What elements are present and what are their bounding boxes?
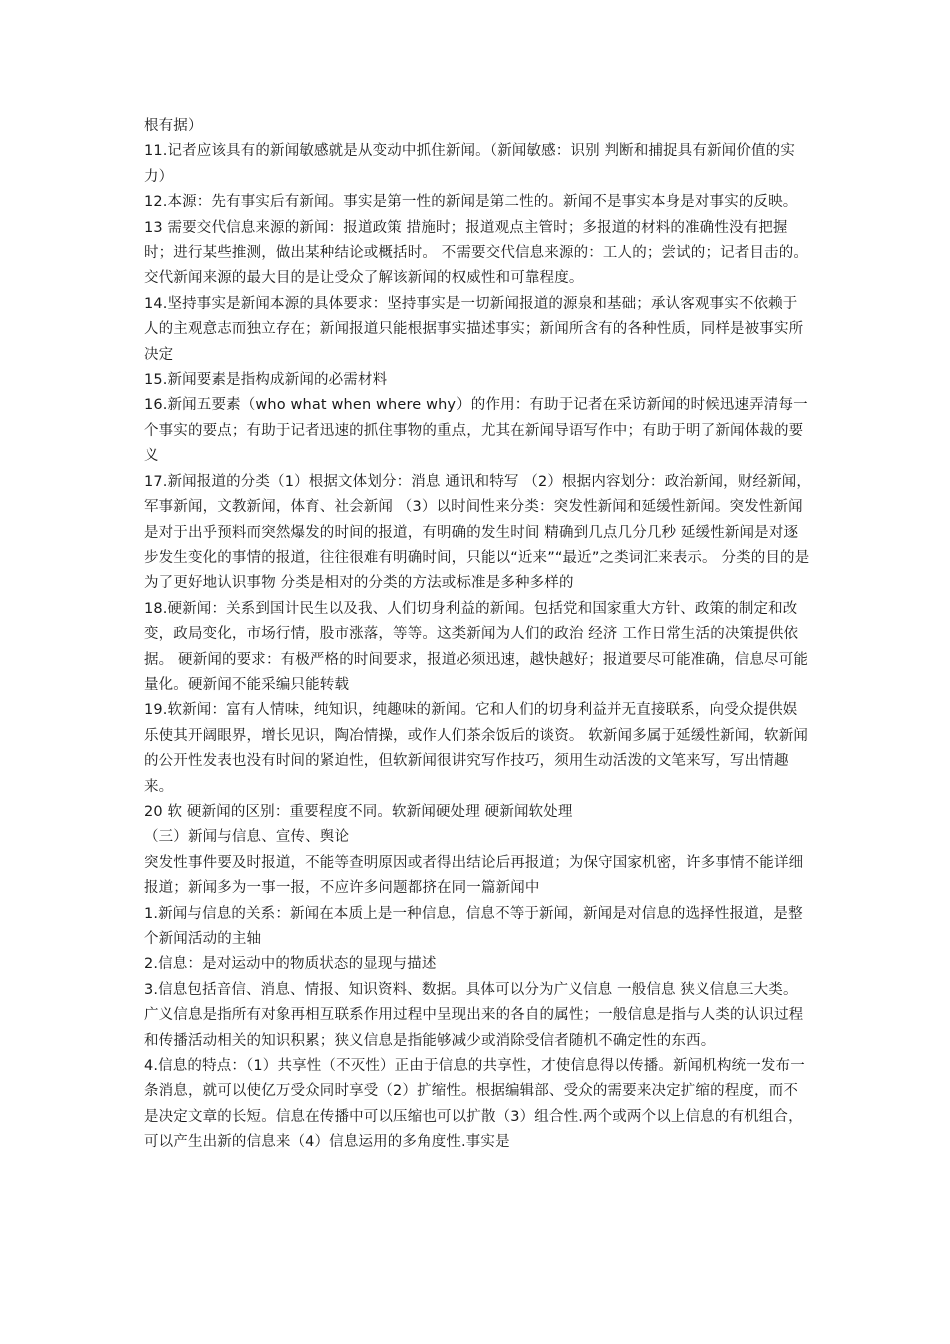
paragraph-item-19: 19.软新闻：富有人情味，纯知识，纯趣味的新闻。它和人们的切身利益并无直接联系，向受众提供娱乐使其开阔眼界，增长见识，陶冶情操，或作人们茶余饭后的谈资。 软新闻多属于延缓性新闻，软新闻的公开性发表也没有时间的紧迫性，但软新闻很讲究写作技巧，须用生动活泼的文笔来写，写出情趣来。 xyxy=(144,702,809,795)
paragraph-item-11: 11.记者应该具有的新闻敏感就是从变动中抓住新闻。（新闻敏感：识别 判断和捕捉具有新闻价值的实力） xyxy=(144,143,795,185)
paragraph-item-16: 16.新闻五要素（who what when where why）的作用：有助于记者在采访新闻的时候迅速弄清每一个事实的要点；有助于记者迅速的抓住事物的重点，尤其在新闻导语写作中；有助于明了新闻体裁的要义 xyxy=(144,397,808,465)
paragraph-item-15: 15.新闻要素是指构成新闻的必需材料 xyxy=(144,372,388,389)
paragraph-item-s2: 2.信息：是对运动中的物质状态的显现与描述 xyxy=(144,956,437,973)
paragraph-item-s3: 3.信息包括音信、消息、情报、知识资料、数据。具体可以分为广义信息 一般信息 狭义信息三大类。广义信息是指所有对象再相互联系作用过程中呈现出来的各自的属性；一般信息是指与人类的认识过程和传播活动相关的知识积累；狭义信息是指能够减少或消除受信者随机不确定性的东西。 xyxy=(144,981,804,1049)
paragraph-item-18: 18.硬新闻：关系到国计民生以及我、人们切身利益的新闻。包括党和国家重大方针、政策的制定和改变，政局变化，市场行情，股市涨落，等等。这类新闻为人们的政治 经济 工作日常生活的决策提供依据。 硬新闻的要求：有极严格的时间要求，报道必须迅速，越快越好；报道要尽可能准确，信息尽可能量化。硬新闻不能采编只能转载 xyxy=(144,600,809,693)
paragraph-item-14: 14.坚持事实是新闻本源的具体要求：坚持事实是一切新闻报道的源泉和基础；承认客观事实不依赖于人的主观意志而独立存在；新闻报道只能根据事实描述事实；新闻所含有的各种性质，同样是被事实所决定 xyxy=(144,295,804,363)
paragraph-item-12: 12.本源：先有事实后有新闻。事实是第一性的新闻是第二性的。新闻不是事实本身是对事实的反映。 xyxy=(144,194,798,211)
document-body xyxy=(144,114,812,1156)
paragraph-item-s1: 1.新闻与信息的关系：新闻在本质上是一种信息，信息不等于新闻，新闻是对信息的选择性报道，是整个新闻活动的主轴 xyxy=(144,905,803,947)
paragraph-item-20: 20 软 硬新闻的区别：重要程度不同。软新闻硬处理 硬新闻软处理 xyxy=(144,803,573,820)
paragraph-item-s4: 4.信息的特点：（1）共享性（不灭性）正由于信息的共享性，才使信息得以传播。新闻机构统一发布一条消息，就可以使亿万受众同时享受（2）扩缩性。根据编辑部、受众的需要来决定扩缩的程度，而不是决定文章的长短。信息在传播中可以压缩也可以扩散（3）组合性.两个或两个以上信息的有机组合，可以产生出新的信息来（4）信息运用的多角度性.事实是 xyxy=(144,1058,805,1151)
paragraph-continuation: 根有据） xyxy=(144,118,203,134)
paragraph-item-13: 13 需要交代信息来源的新闻：报道政策 措施时；报道观点主管时；多报道的材料的准确性没有把握时；进行某些推测，做出某种结论或概括时。 不需要交代信息来源的：工人的；尝试的；记者目击的。交代新闻来源的最大目的是让受众了解该新闻的权威性和可靠程度。 xyxy=(144,219,809,287)
paragraph-intro: 突发性事件要及时报道，不能等查明原因或者得出结论后再报道；为保守国家机密，许多事情不能详细报道；新闻多为一事一报，不应许多问题都挤在同一篇新闻中 xyxy=(144,854,804,897)
section-heading: （三）新闻与信息、宣传、舆论 xyxy=(144,829,350,846)
paragraph-item-17: 17.新闻报道的分类（1）根据文体划分：消息 通讯和特写 （2）根据内容划分：政治新闻，财经新闻，军事新闻，文教新闻，体育、社会新闻 （3）以时间性来分类：突发性新闻和延缓性新闻。突发性新闻是对于出乎预料而突然爆发的时间的报道，有明确的发生时间 精确到几点几分几秒 延缓性新闻是对逐步发生变化的事情的报道，往往很难有明确时间，只能以“近来”“最近”之类词汇来表示。 分类的目的是为了更好地认识事物 分类是相对的分类的方法或标准是多种多样的 xyxy=(144,473,812,592)
